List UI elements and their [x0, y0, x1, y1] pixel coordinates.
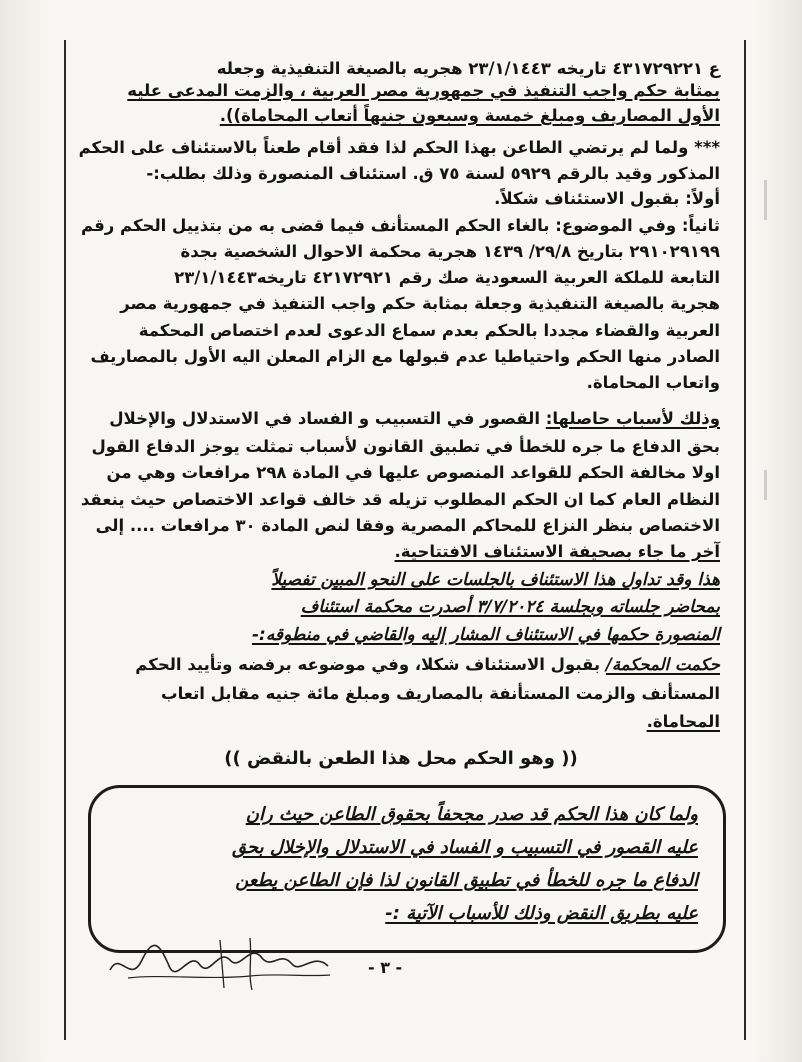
text-line: المذكور وقيد بالرقم ٥٩٢٩ لسنة ٧٥ ق. استئناف المنصورة وذلك بطلب:-	[146, 164, 720, 183]
scan-mark	[764, 470, 767, 500]
text-line: هجرية بالصيغة التنفيذية وجعلة بمثابة حكم واجب التنفيذ في جمهورية مصر	[120, 294, 720, 313]
text-line: ثانياً: وفي الموضوع: بالغاء الحكم المستأنف فيما قضى به من بتذييل الحكم رقم	[81, 216, 720, 235]
text-line: بمحاضر جلساته وبجلسة ٣/٧/٢٠٢٤ أصدرت محكمة استئناف	[300, 597, 720, 617]
box-line: الدفاع ما جره للخطأ في تطبيق القانون لذا فإن الطاعن يطعن	[235, 870, 698, 891]
text-line: النظام العام كما ان الحكم المطلوب تزيله قد خالف قواعد الاختصاص حيث ينعقد	[80, 490, 720, 509]
text-line: هذا وقد تداول هذا الاستئناف بالجلسات على النحو المبين تفصيلاً	[271, 570, 720, 590]
text-line: ع ٤٣١٧٢٩٢٢١ تاريخه ٢٣/١/١٤٤٣ هجريه بالصيغة التنفيذية وجعله	[216, 59, 720, 78]
text-line: العربية والقضاء مجددا بالحكم بعدم سماع الدعوى لعدم اختصاص المحكمة	[138, 321, 720, 340]
ruling-line	[135, 654, 720, 676]
text-line: الاختصاص بنظر النزاع للمحاكم المصرية وفقا لنص المادة ٣٠ مرافعات .... إلى	[95, 516, 720, 535]
text-line: اولا مخالفة الحكم للقواعد المنصوص عليها في المادة ٢٩٨ مرافعات وهي من	[106, 463, 720, 482]
text-line: المنصورة حكمها في الاستئناف المشار إليه والقاضي في منطوقه:-	[251, 625, 720, 645]
ruling-label: حكمت المحكمة/	[605, 655, 720, 674]
text-line: التابعة للملكة العربية السعودية صك رقم ٤٢١٧٢٩٢١ تاريخه٢٣/١/١٤٤٣	[174, 268, 720, 287]
text-line: واتعاب المحاماة.	[586, 373, 720, 392]
centered-title: (( وهو الحكم محل هذا الطعن بالنقض ))	[224, 748, 578, 769]
text-line: أولاً: بقبول الاستئناف شكلاً.	[494, 189, 720, 208]
ruling-text: بقبول الاستئناف شكلا، وفي موضوعه برفضه وتأييد الحكم	[135, 655, 601, 674]
box-line: عليه القصور في التسبيب و الفساد في الاستدلال والإخلال بحق	[231, 837, 698, 858]
text-line: المستأنف والزمت المستأنفة بالمصاريف ومبلغ مائة جنيه مقابل اتعاب	[161, 684, 720, 703]
reasons-label: وذلك لأسباب حاصلها:	[545, 409, 720, 428]
text-line: المحاماة.	[646, 712, 720, 731]
text-line: بمثابة حكم واجب التنفيذ في جمهورية مصر العربية ، والزمت المدعى عليه	[127, 81, 720, 100]
text-line: ٢٩١٠٢٩١٩٩ بتاريخ ٢٩/٨/ ١٤٣٩ هجرية محكمة الاحوال الشخصية بجدة	[180, 242, 720, 261]
left-margin-rule	[64, 40, 66, 1040]
box-line: عليه بطريق النقض وذلك للأسباب الآتية :-	[385, 903, 698, 924]
text-line: الأول المصاريف ومبلغ خمسة وسبعون جنيهاً أتعاب المحاماة)).	[219, 106, 720, 125]
page-number: - ٣ -	[368, 958, 403, 977]
scan-mark	[764, 180, 767, 220]
handwritten-signature	[100, 930, 340, 1000]
box-line: ولما كان هذا الحكم قد صدر مجحفاً بحقوق الطاعن حيث ران	[245, 804, 698, 825]
text-line: الصادر منها الحكم واحتياطيا عدم قبولها مع الزام المعلن اليه الأول بالمصاريف	[90, 347, 720, 366]
text-line: *** ولما لم يرتضي الطاعن بهذا الحكم لذا فقد أقام طعناً بالاستئناف على الحكم	[78, 138, 720, 157]
right-margin-rule	[744, 40, 746, 1040]
reasons-line	[109, 408, 720, 430]
text-line: بحق الدفاع ما جره للخطأ في تطبيق القانون لأسباب تمثلت يوجز الدفاع القول	[91, 437, 720, 456]
reasons-text: القصور في التسبيب و الفساد في الاستدلال والإخلال	[109, 409, 540, 428]
text-line: آخر ما جاء بصحيفة الاستئناف الافتتاحية.	[394, 542, 720, 561]
